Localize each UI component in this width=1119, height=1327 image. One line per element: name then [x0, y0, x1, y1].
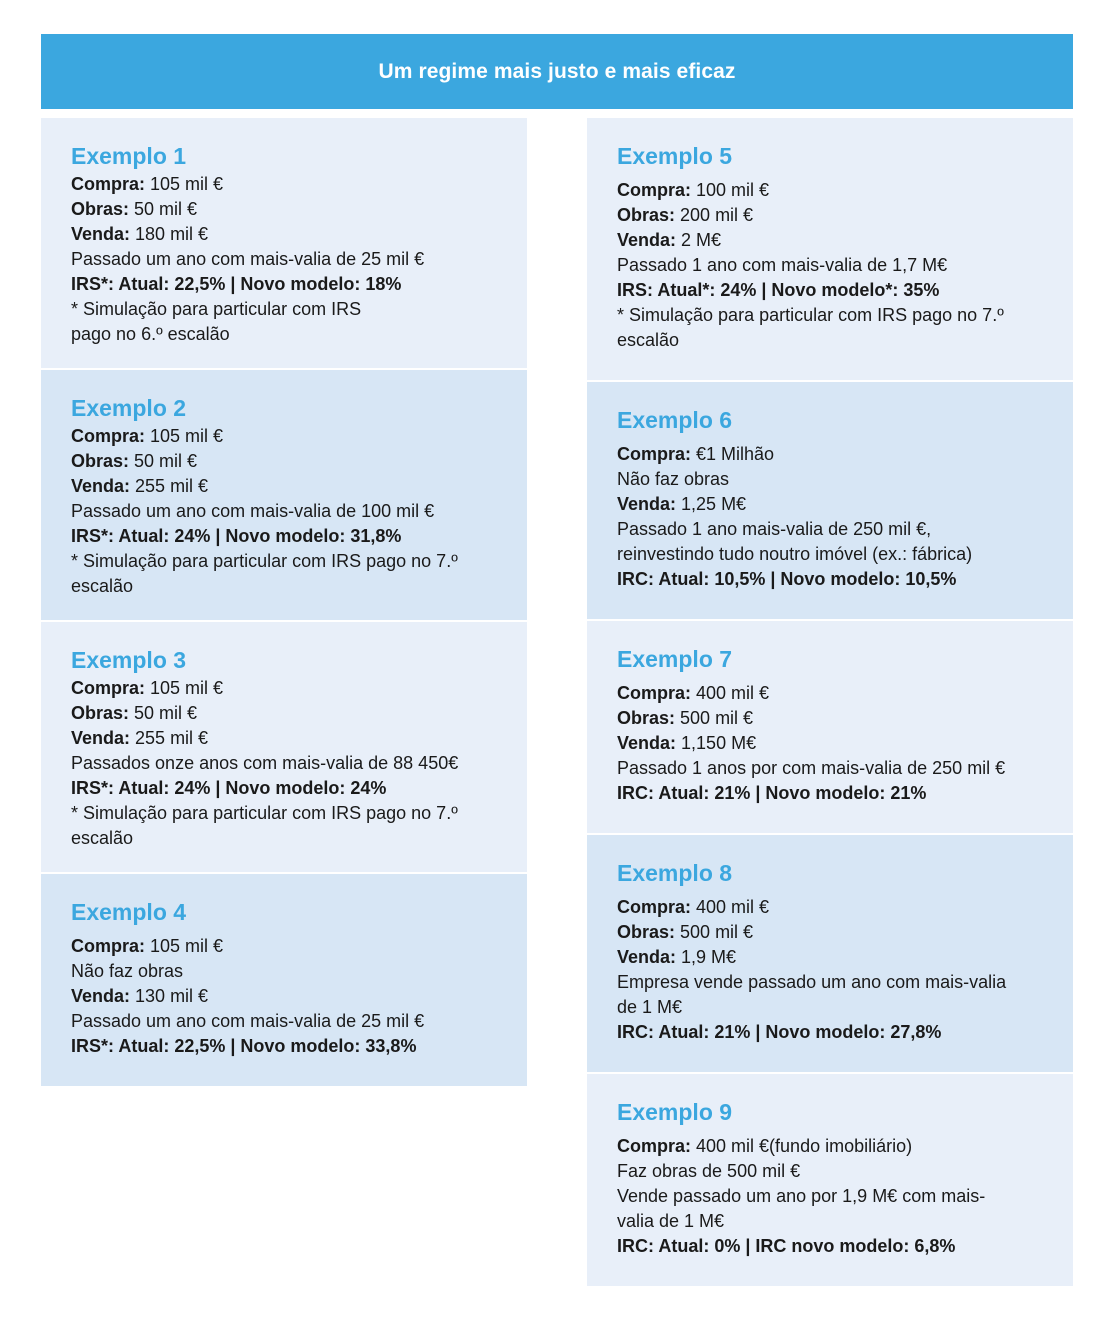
description-line: pago no 6.º escalão [71, 324, 230, 344]
tax-rate-line: IRC: Atual: 21% | Novo modelo: 21% [617, 783, 927, 803]
example-title: Exemplo 9 [617, 1099, 733, 1125]
field-value: 255 mil € [130, 728, 209, 748]
description-line: Faz obras de 500 mil € [617, 1161, 801, 1181]
field-row [617, 731, 1043, 756]
field-label: Venda: [71, 986, 131, 1006]
example-title: Exemplo 6 [617, 407, 733, 433]
description-line: Passado um ano com mais-valia de 25 mil € [71, 249, 425, 269]
field-value: 1,150 M€ [676, 733, 757, 753]
left-column [41, 118, 527, 1086]
description-line: Vende passado um ano por 1,9 M€ com mais- [617, 1186, 986, 1206]
field-row [71, 984, 497, 1009]
field-label: Venda: [617, 947, 677, 967]
example-card-3 [41, 622, 527, 874]
field-value: 100 mil € [691, 180, 770, 200]
field-label: Compra: [71, 936, 146, 956]
field-row [617, 706, 1043, 731]
tax-rate-line: IRS: Atual*: 24% | Novo modelo*: 35% [617, 280, 940, 300]
field-value: 105 mil € [145, 174, 224, 194]
field-label: Compra: [617, 683, 692, 703]
field-label: Obras: [617, 922, 676, 942]
field-row [617, 920, 1043, 945]
right-column [587, 118, 1073, 1286]
field-row [617, 681, 1043, 706]
example-card-5 [587, 118, 1073, 382]
field-value: 130 mil € [130, 986, 209, 1006]
description-line: escalão [71, 576, 134, 596]
field-value: 105 mil € [145, 678, 224, 698]
field-row [617, 442, 1043, 467]
description-line: Empresa vende passado um ano com mais-valia [617, 972, 1007, 992]
field-value: 400 mil € [691, 897, 770, 917]
example-card-1 [41, 118, 527, 370]
field-label: Compra: [71, 678, 146, 698]
field-value: 180 mil € [130, 224, 209, 244]
field-value: 50 mil € [129, 703, 198, 723]
field-value: 200 mil € [675, 205, 754, 225]
field-label: Compra: [617, 444, 692, 464]
description-line: Passados onze anos com mais-valia de 88 450€ [71, 753, 459, 773]
description-line: * Simulação para particular com IRS pago no 7.º [71, 551, 458, 571]
field-row [71, 474, 497, 499]
field-value: 400 mil € [691, 683, 770, 703]
field-row [617, 945, 1043, 970]
example-title: Exemplo 2 [71, 395, 187, 421]
field-value: 105 mil € [145, 936, 224, 956]
field-label: Compra: [71, 426, 146, 446]
description-line: * Simulação para particular com IRS pago no 7.º [71, 803, 458, 823]
example-card-6 [587, 382, 1073, 621]
field-value: 2 M€ [676, 230, 722, 250]
field-label: Compra: [617, 1136, 692, 1156]
page-title: Um regime mais justo e mais eficaz [378, 59, 736, 83]
header-banner [41, 34, 1073, 109]
example-card-4 [41, 874, 527, 1086]
field-row [71, 424, 497, 449]
field-label: Compra: [617, 180, 692, 200]
example-card-7 [587, 621, 1073, 835]
example-title: Exemplo 8 [617, 860, 733, 886]
description-line: reinvestindo tudo noutro imóvel (ex.: fábrica) [617, 544, 973, 564]
example-title: Exemplo 7 [617, 646, 733, 672]
field-value: 1,25 M€ [676, 494, 747, 514]
description-line: escalão [617, 330, 680, 350]
description-line: Não faz obras [617, 469, 730, 489]
description-line: valia de 1 M€ [617, 1211, 725, 1231]
field-value: 50 mil € [129, 451, 198, 471]
description-line: Passado um ano com mais-valia de 100 mil € [71, 501, 435, 521]
tax-rate-line: IRS*: Atual: 24% | Novo modelo: 31,8% [71, 526, 402, 546]
field-label: Compra: [71, 174, 146, 194]
field-label: Obras: [617, 205, 676, 225]
tax-rate-line: IRC: Atual: 21% | Novo modelo: 27,8% [617, 1022, 942, 1042]
field-row [617, 203, 1043, 228]
field-value: 255 mil € [130, 476, 209, 496]
field-row [71, 197, 497, 222]
field-label: Venda: [617, 733, 677, 753]
tax-rate-line: IRC: Atual: 0% | IRC novo modelo: 6,8% [617, 1236, 956, 1256]
example-title: Exemplo 5 [617, 143, 733, 169]
description-line: de 1 M€ [617, 997, 683, 1017]
description-line: escalão [71, 828, 134, 848]
tax-rate-line: IRC: Atual: 10,5% | Novo modelo: 10,5% [617, 569, 957, 589]
field-value: 105 mil € [145, 426, 224, 446]
example-title: Exemplo 1 [71, 143, 187, 169]
description-line: Passado um ano com mais-valia de 25 mil € [71, 1011, 425, 1031]
description-line: * Simulação para particular com IRS [71, 299, 362, 319]
field-value: 50 mil € [129, 199, 198, 219]
tax-rate-line: IRS*: Atual: 22,5% | Novo modelo: 33,8% [71, 1036, 417, 1056]
field-row [71, 934, 497, 959]
field-row [71, 676, 497, 701]
field-row [617, 492, 1043, 517]
field-row [617, 228, 1043, 253]
field-row [71, 449, 497, 474]
example-card-8 [587, 835, 1073, 1074]
field-label: Venda: [617, 494, 677, 514]
field-label: Obras: [71, 199, 130, 219]
tax-rate-line: IRS*: Atual: 22,5% | Novo modelo: 18% [71, 274, 402, 294]
description-line: Passado 1 ano com mais-valia de 1,7 M€ [617, 255, 948, 275]
field-label: Venda: [617, 230, 677, 250]
description-line: * Simulação para particular com IRS pago no 7.º [617, 305, 1004, 325]
example-card-9 [587, 1074, 1073, 1286]
example-card-2 [41, 370, 527, 622]
field-row [617, 1134, 1043, 1159]
field-label: Venda: [71, 476, 131, 496]
field-row [617, 895, 1043, 920]
field-value: 1,9 M€ [676, 947, 737, 967]
example-title: Exemplo 4 [71, 899, 187, 925]
field-label: Obras: [71, 451, 130, 471]
field-value: 500 mil € [675, 922, 754, 942]
field-label: Venda: [71, 224, 131, 244]
description-line: Não faz obras [71, 961, 184, 981]
tax-rate-line: IRS*: Atual: 24% | Novo modelo: 24% [71, 778, 387, 798]
field-value: 400 mil €(fundo imobiliário) [691, 1136, 913, 1156]
field-value: 500 mil € [675, 708, 754, 728]
field-row [71, 701, 497, 726]
field-label: Obras: [71, 703, 130, 723]
field-row [71, 222, 497, 247]
description-line: Passado 1 anos por com mais-valia de 250 mil € [617, 758, 1006, 778]
field-label: Obras: [617, 708, 676, 728]
field-row [617, 178, 1043, 203]
field-value: €1 Milhão [691, 444, 775, 464]
field-row [71, 172, 497, 197]
field-label: Compra: [617, 897, 692, 917]
description-line: Passado 1 ano mais-valia de 250 mil €, [617, 519, 932, 539]
example-title: Exemplo 3 [71, 647, 187, 673]
field-label: Venda: [71, 728, 131, 748]
field-row [71, 726, 497, 751]
